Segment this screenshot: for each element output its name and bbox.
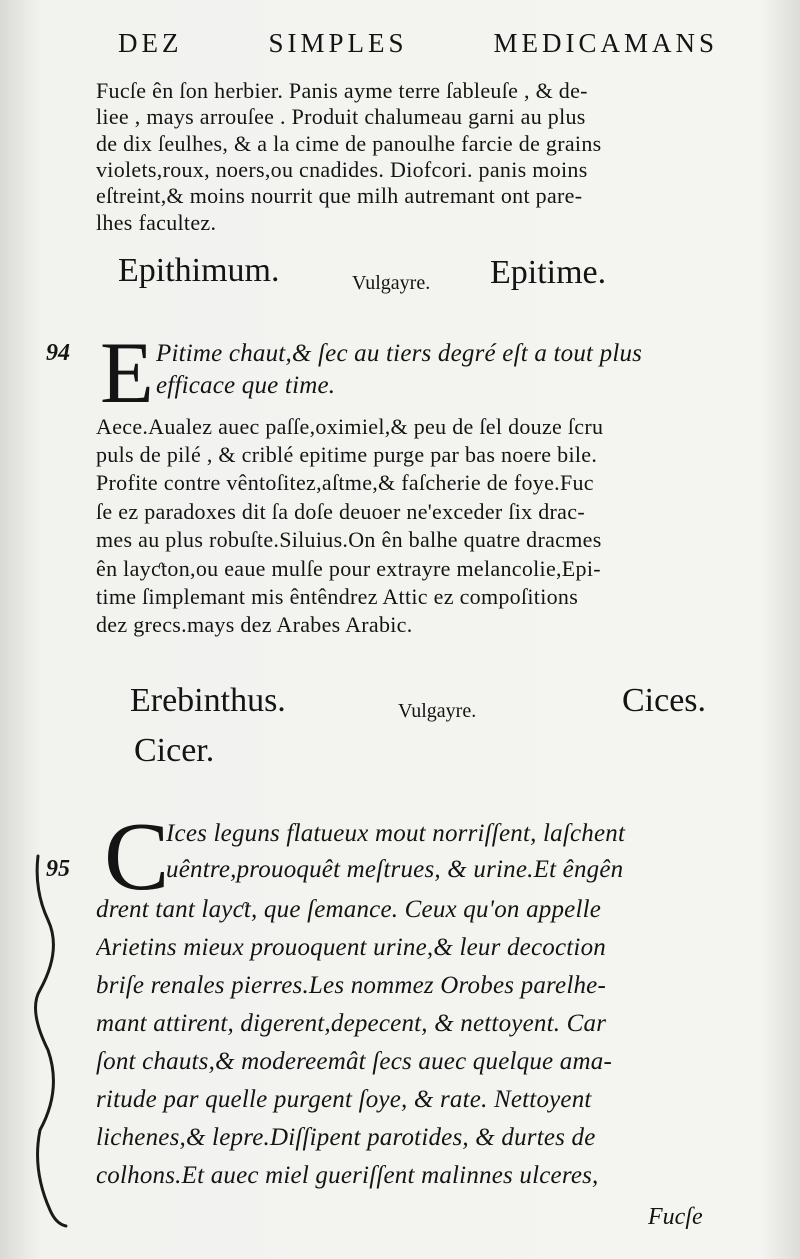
text-line: drent tant layƈt, que ſemance. Ceux qu'on appelle [96, 896, 602, 923]
heading-vulgayre: Vulgayre. [352, 272, 431, 294]
margin-number: 95 [46, 856, 70, 882]
text-line: ritude par quelle purgent ſoye, & rate. Nettoyent [96, 1086, 592, 1113]
text-line: uêntre,prouoquêt meſtrues, & urine.Et êngên [166, 856, 624, 883]
text-line: ſe ez paradoxes dit ſa doſe deuoer ne'exceder ſix drac- [96, 499, 585, 524]
heading-french: Cices. [622, 682, 707, 719]
heading-vulgayre: Vulgayre. [398, 700, 477, 722]
catchword: Fucſe [648, 1204, 703, 1230]
text-line: Fucſe ên ſon herbier. Panis ayme terre ſableuſe , & de- [96, 78, 588, 103]
text-line: ên layƈton,ou eaue mulſe pour extrayre melancolie,Epi- [96, 556, 601, 581]
handwritten-bracket-mark [26, 850, 70, 1230]
running-head: DEZ SIMPLES MEDICAMANS [118, 28, 718, 58]
text-line: Ices leguns flatueux mout norriſſent, laſchent [166, 820, 626, 847]
text-line: Profite contre vêntoſitez,aſtme,& faſcherie de foye.Fuc [96, 470, 594, 495]
text-line: lichenes,& lepre.Diſſipent parotides, & durtes de [96, 1124, 596, 1151]
text-line: Pitime chaut,& ſec au tiers degré eſt a tout plus [156, 340, 643, 367]
heading-latin: Epithimum. [118, 252, 280, 289]
text-line: Arietins mieux prouoquent urine,& leur decoction [96, 934, 606, 961]
text-line: efficace que time. [156, 372, 336, 399]
text-line: dez grecs.mays dez Arabes Arabic. [96, 612, 413, 637]
text-line: puls de pilé , & criblé epitime purge par bas noere bile. [96, 442, 598, 467]
heading-latin-2: Cicer. [134, 732, 215, 769]
text-line: liee , mays arrouſee . Produit chalumeau garni au plus [96, 104, 586, 129]
heading-latin: Erebinthus. [130, 682, 286, 719]
margin-number: 94 [46, 340, 70, 366]
heading-french: Epitime. [490, 254, 607, 291]
text-line: eſtreint,& moins nourrit que milh autremant ont pare- [96, 183, 583, 208]
text-line: ſont chauts,& modereemât ſecs auec quelque ama- [96, 1048, 612, 1075]
text-line: violets,roux, noers,ou cnadides. Diofcori. panis moins [96, 157, 588, 182]
drop-cap: E [100, 325, 154, 422]
text-line: Aece.Aualez auec paſſe,oximiel,& peu de ſel douze ſcru [96, 414, 604, 439]
text-line: mes au plus robuſte.Siluius.On ên balhe quatre dracmes [96, 527, 602, 552]
text-line: de dix ſeulhes, & a la cime de panoulhe farcie de grains [96, 131, 602, 156]
text-line: colhons.Et auec miel gueriſſent malinnes ulceres, [96, 1162, 599, 1189]
text-line: mant attirent, digerent,depecent, & nettoyent. Car [96, 1010, 607, 1037]
text-line: briſe renales pierres.Les nommez Orobes parelhe- [96, 972, 606, 999]
text-line: lhes facultez. [96, 210, 217, 235]
text-line: time ſimplemant mis êntêndrez Attic ez compoſitions [96, 584, 579, 609]
drop-cap: C [104, 803, 170, 911]
